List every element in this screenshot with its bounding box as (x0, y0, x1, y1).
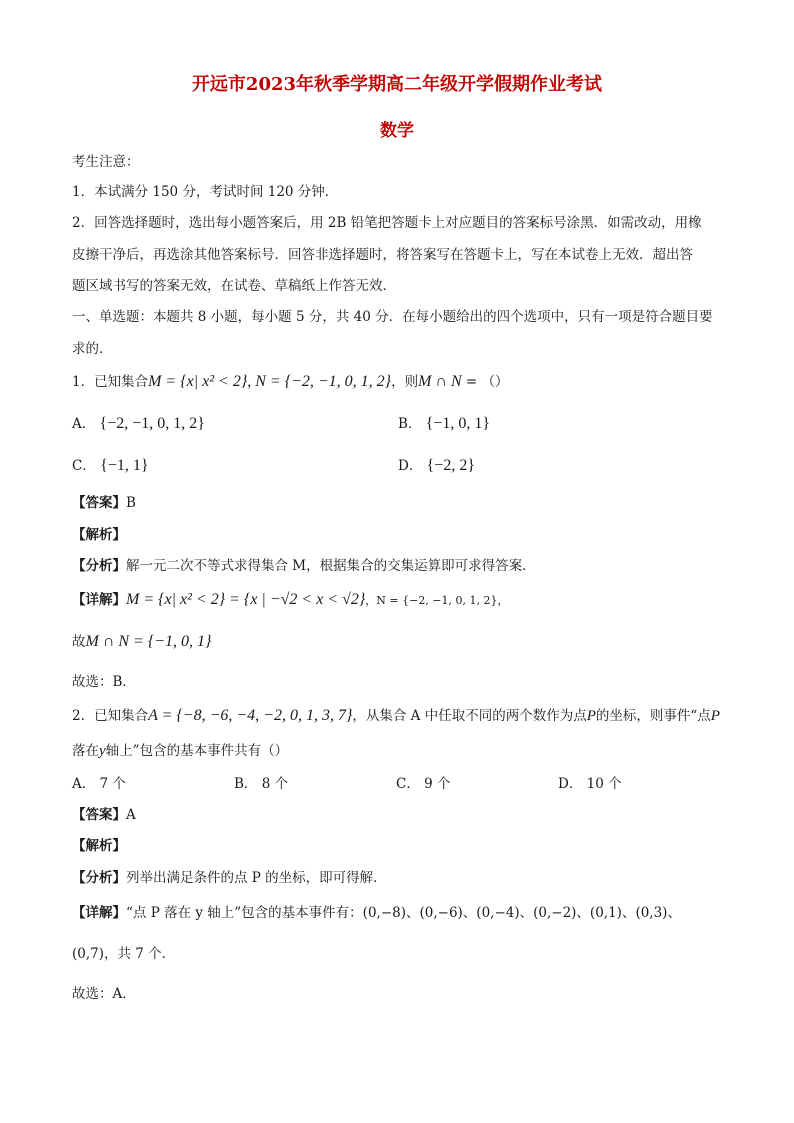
q1-prefix: 1．已知集合 (72, 374, 149, 390)
q1-option-b-label: B． (398, 416, 422, 432)
q2-fenxi (72, 868, 387, 888)
q2-fenxi-tag: 【分析】 (72, 870, 126, 886)
q1-set-n: , N = {−2, −1, 0, 1, 2} (247, 373, 392, 390)
q1-conclusion (72, 632, 211, 652)
q2-xiangjie-text: “点 P 落在 y 轴上”包含的基本事件有：(0,−8)、(0,−6)、(0,−4)、(0,−2)、(0,1)、(0,3)、 (126, 905, 681, 921)
q1-ask: M ∩ N (418, 373, 462, 390)
q1-option-c-label: C． (72, 458, 96, 474)
notice-item-2-line-3: 题区域书写的答案无效，在试卷、草稿纸上作答无效． (72, 278, 396, 294)
q2-stem-line-1 (72, 706, 720, 726)
q2-choose: 故选：A． (72, 986, 136, 1002)
q1-answer (72, 493, 136, 513)
q2-option-b: B． 8 个 (234, 776, 289, 792)
q1-option-b-value: {−1, 0, 1} (425, 415, 491, 432)
q2-fenxi-text: 列举出满足条件的点 P 的坐标，即可得解． (126, 870, 387, 886)
q2-xiangjie-line-1 (72, 903, 681, 923)
notice-item-2-line-1: 2．回答选择题时，选出每小题答案后，用 2B 铅笔把答题卡上对应题目的答案标号涂黑．如需改动，用橡 (72, 215, 702, 231)
q2-answer-tag: 【答案】 (72, 807, 126, 823)
section-heading-line-1: 一、单选题：本题共 8 小题，每小题 5 分，共 40 分．在每小题给出的四个选项中，只有一项是符合题目要 (72, 309, 713, 325)
q1-choose: 故选：B． (72, 674, 136, 690)
q2-answer-value: A (126, 807, 136, 823)
q2-stem-tail: 的坐标，则事件“点 (595, 708, 711, 724)
q2-stem-l2-pre: 落在 (72, 743, 99, 759)
q1-option-b (398, 414, 490, 434)
notice-item-1: 1．本试满分 150 分，考试时间 120 分钟． (72, 184, 339, 200)
q1-conclusion-math: M ∩ N = {−1, 0, 1} (85, 633, 212, 650)
q1-set-m: M = {x| x² < 2} (148, 373, 248, 390)
q1-xiangjie (72, 590, 509, 611)
q2-analysis-tag: 【解析】 (72, 838, 126, 854)
notice-heading: 考生注意： (72, 154, 140, 170)
q1-option-d-label: D． (398, 458, 423, 474)
q2-stem-l2-post: 轴上”包含的基本事件共有（） (105, 743, 289, 759)
section-heading-line-2: 求的． (72, 341, 113, 357)
q2-xiangjie-tag: 【详解】 (72, 905, 126, 921)
q1-fenxi-text: 解一元二次不等式求得集合 M，根据集合的交集运算即可求得答案． (126, 558, 536, 574)
q1-option-d (398, 456, 475, 476)
q1-ask-tail: = （） (461, 374, 509, 390)
q1-answer-value: B (126, 495, 136, 511)
q2-option-d: D． 10 个 (558, 776, 622, 792)
q2-y-axis: y (99, 743, 106, 759)
q2-set-a: A = {−8, −6, −4, −2, 0, 1, 3, 7} (148, 707, 353, 724)
q2-point-p: P (586, 708, 596, 724)
q2-xiangjie-line-2: (0,7)，共 7 个． (72, 946, 176, 962)
q1-option-c (72, 456, 149, 476)
q1-conclusion-pre: 故 (72, 634, 86, 650)
q1-xiangjie-math: M = {x| x² < 2} = {x | −√2 < x < √2} (126, 591, 366, 608)
subject-title: 数学 (380, 121, 414, 141)
q1-answer-tag: 【答案】 (72, 495, 126, 511)
q1-xiangjie-n: ，N = {−2, −1, 0, 1, 2}， (365, 594, 509, 607)
q1-xiangjie-tag: 【详解】 (72, 592, 126, 608)
q2-point-p-2: P (710, 708, 720, 724)
q1-option-a (72, 414, 205, 434)
q1-option-d-value: {−2, 2} (426, 457, 476, 474)
q2-stem-mid: ，从集合 A 中任取不同的两个数作为点 (352, 708, 587, 724)
q2-option-c: C． 9 个 (396, 776, 451, 792)
q2-prefix: 2．已知集合 (72, 708, 149, 724)
q2-stem-line-2 (72, 741, 288, 761)
q1-option-a-value: {−2, −1, 0, 1, 2} (99, 415, 205, 432)
q1-stem (72, 372, 509, 392)
q1-option-a-label: A． (72, 416, 96, 432)
q2-option-a: A． 7 个 (72, 776, 126, 792)
q2-answer (72, 805, 136, 825)
q1-suffix: ，则 (391, 374, 419, 390)
exam-title: 开远市2023年秋季学期高二年级开学假期作业考试 (191, 74, 603, 95)
notice-item-2-line-2: 皮擦干净后，再选涂其他答案标号．回答非选择题时，将答案写在答题卡上，写在本试卷上无效．超出答 (72, 247, 693, 263)
q1-fenxi (72, 556, 536, 576)
q1-analysis-tag: 【解析】 (72, 527, 126, 543)
q1-fenxi-tag: 【分析】 (72, 558, 126, 574)
q1-option-c-value: {−1, 1} (100, 457, 149, 474)
